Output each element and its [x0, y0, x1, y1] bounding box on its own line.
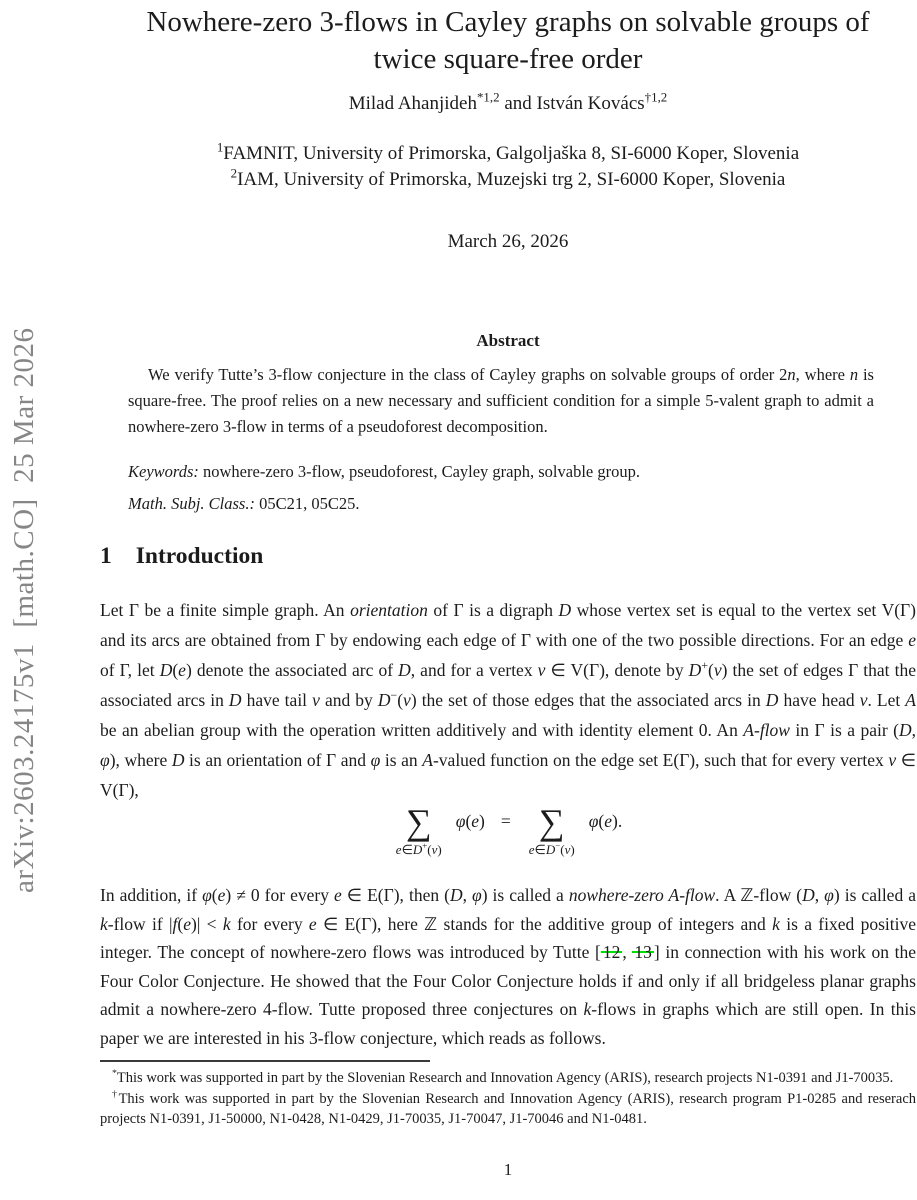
rhs-sum: [529, 804, 575, 856]
paper-title-line1: Nowhere-zero 3-flows in Cayley graphs on solvable groups of: [146, 6, 870, 38]
paper-title: [100, 4, 916, 78]
footnotes-block: [100, 1060, 916, 1130]
flow-equation: [100, 804, 916, 856]
paper-title-line2: twice square-free order: [373, 43, 643, 75]
msc-text: 05C21, 05C25.: [259, 494, 360, 513]
summation-symbol: ∑: [538, 802, 565, 842]
keywords-text: nowhere-zero 3-flow, pseudoforest, Cayley graph, solvable group.: [203, 462, 640, 481]
rhs-sum-limits: e∈D−(v): [528, 840, 575, 857]
footnote-2: †This work was supported in part by the Slovenian Research and Innovation Agency (ARIS), research program P1-0285 and reserach projects N1-0391, J1-50000, N1-0428, N1-0429, J1-70035, J1-70047, J1-70046 and N1-0481.: [100, 1088, 917, 1127]
summation-symbol: ∑: [405, 802, 432, 842]
citation-link[interactable]: 13: [634, 942, 652, 962]
intro-paragraph-2: In addition, if φ(e) ≠ 0 for every e ∈ E(Γ), then (D, φ) is called a nowhere-zero A-flow. A ℤ-flow (D, φ) is called a k-flow if |f(e)| < k for every e ∈ E(Γ), here ℤ stands for the additive group of integers and k is a fixed positive integer. The concept of nowhere-zero flows was introduced by Tutte [ 12 , 13 ] in connection with his work on the Four Color Conjecture. He showed that the Four Color Conjecture holds if and only if all bridgeless planar graphs admit a nowhere-zero 4-flow. Tutte proposed three conjectures on k-flows in graphs which are still open. In this paper we are interested in his 3-flow conjecture, which reads as follows.: [100, 885, 916, 1048]
authors-line: Milad Ahanjideh$^{*1,2}$ and István Kovács$^{\dagger 1,2}$: [348, 89, 668, 114]
lhs-sum: [396, 804, 442, 856]
section-title: Introduction: [135, 543, 264, 569]
lhs-sum-limits: e∈D+(v): [395, 840, 442, 857]
msc-label: Math. Subj. Class.:: [128, 494, 255, 513]
rhs-expression: φ(e).: [588, 810, 623, 831]
keywords-line: [128, 462, 874, 482]
abstract-body: We verify Tutte’s 3-flow conjecture in the class of Cayley graphs on solvable groups of order 2n, where n is square-free. The proof relies on a new necessary and sufficient condition for a simple 5-valent graph to admit a nowhere-zero 3-flow in terms of a pseudoforest decomposition.: [128, 365, 874, 436]
footnote-1: *This work was supported in part by the Slovenian Research and Innovation Agency (ARIS), research projects N1-0391 and J1-70035.: [112, 1068, 894, 1086]
lhs-expression: φ(e): [455, 810, 485, 831]
abstract-heading: Abstract: [476, 331, 540, 350]
section-number: 1: [100, 543, 112, 569]
date-line: March 26, 2026: [447, 231, 569, 252]
keywords-label: Keywords:: [128, 462, 199, 481]
page-number: 1: [503, 1160, 513, 1179]
section-1-heading: [100, 543, 916, 570]
arxiv-watermark: arXiv:2603.24175v1 [math.CO] 25 Mar 2026: [8, 327, 40, 893]
footnote-rule: [100, 1060, 430, 1062]
equals-sign: =: [500, 810, 511, 831]
affiliation-1: $^1$FAMNIT, University of Primorska, Galgoljaška 8, SI-6000 Koper, Slovenia: [216, 139, 800, 164]
affiliation-2: $^2$IAM, University of Primorska, Muzejski trg 2, SI-6000 Koper, Slovenia: [230, 165, 786, 190]
affiliations: [100, 141, 916, 193]
citation-link[interactable]: 12: [602, 942, 621, 962]
msc-line: [128, 494, 874, 514]
intro-paragraph-1: Let Γ be a finite simple graph. An orientation of Γ is a digraph D whose vertex set is equal to the vertex set V(Γ) and its arcs are obtained from Γ by endowing each edge of Γ with one of the two possible directions. For an edge e of Γ, let D(e) denote the associated arc of D, and for a vertex v ∈ V(Γ), denote by D+(v) the set of edges Γ that the associated arcs in D have tail v and by D−(v) the set of those edges that the associated arcs in D have head v. Let A be an abelian group with the operation written additively and with identity element 0. An A-flow in Γ is a pair (D, φ), where D is an orientation of Γ and φ is an A-valued function on the edge set E(Γ), such that for every vertex v ∈ V(Γ),: [100, 600, 917, 800]
